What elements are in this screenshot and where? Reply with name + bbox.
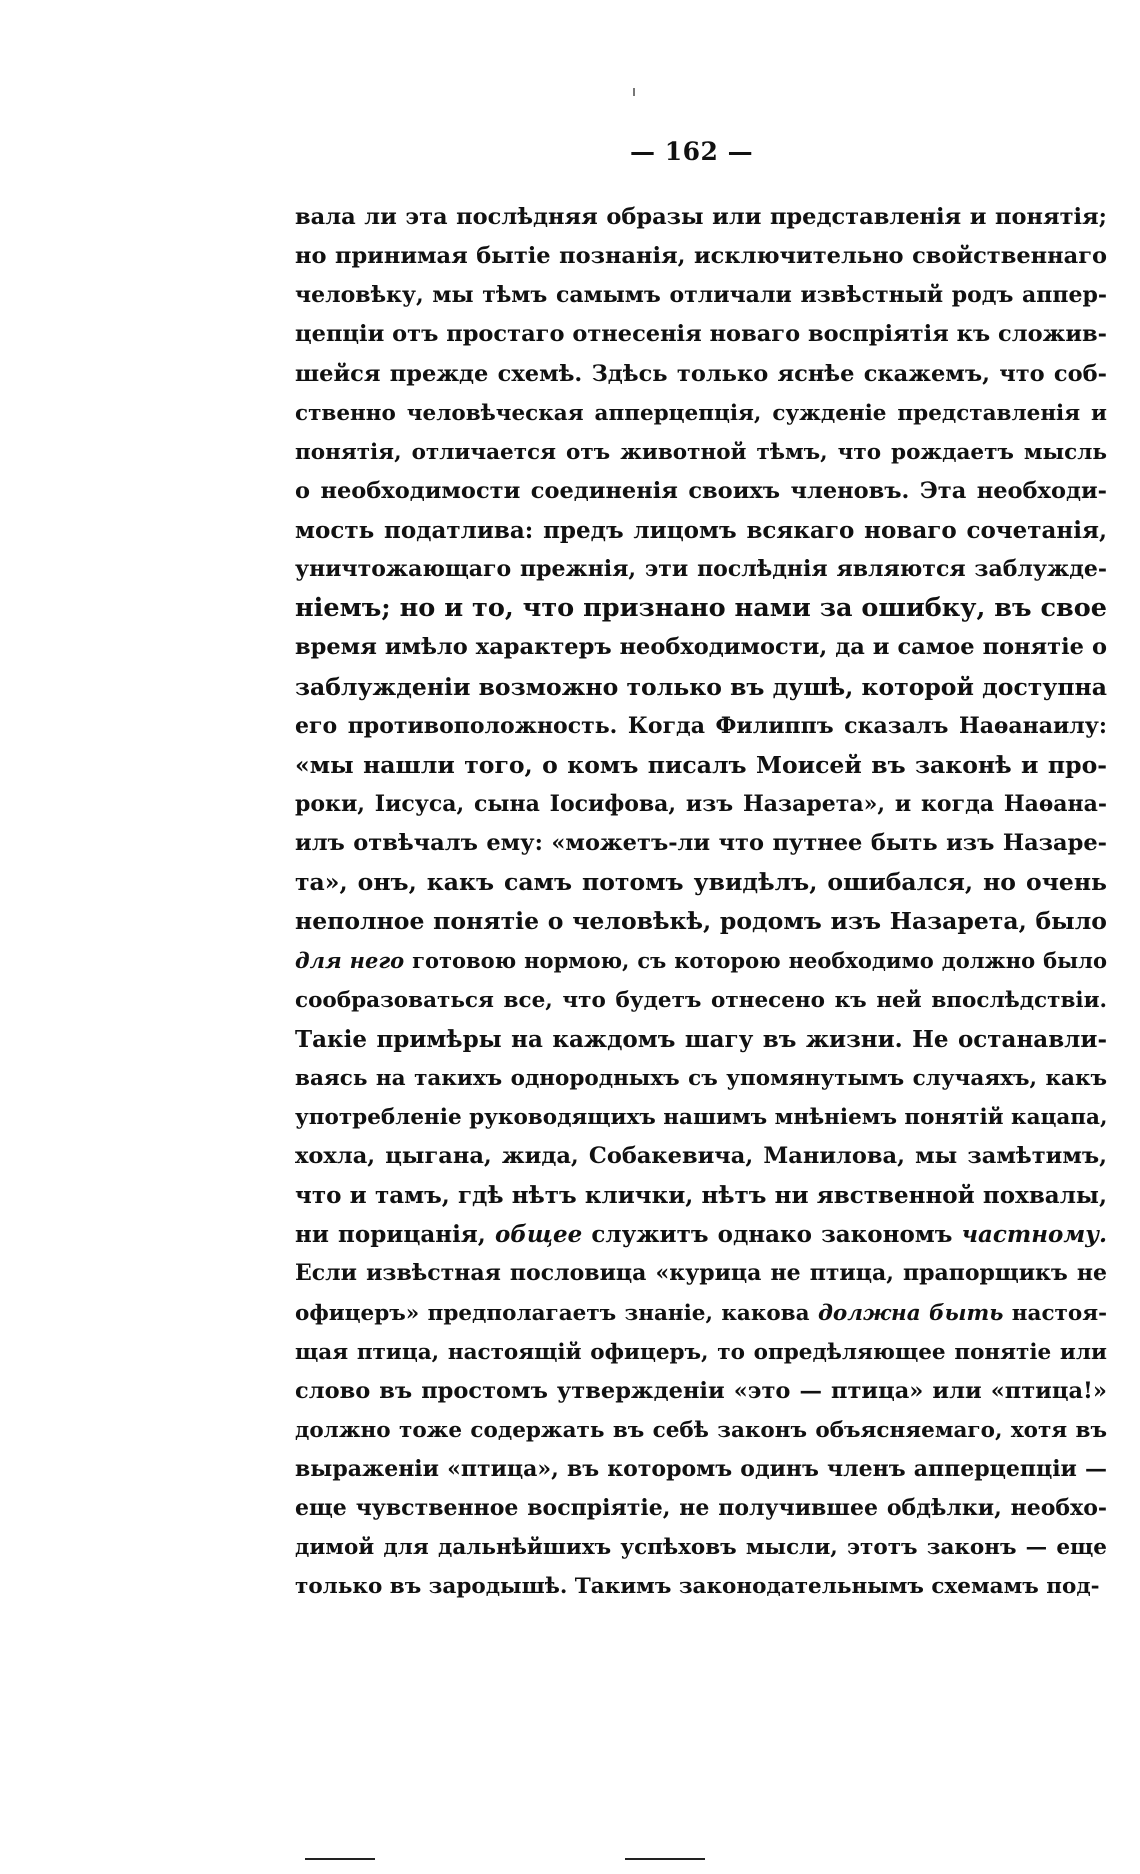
text-line xyxy=(295,1020,1107,1059)
top-margin-mark xyxy=(633,88,635,96)
text-segment: должно тоже содержать въ себѣ законъ объясняемаго, хотя въ xyxy=(295,1417,1107,1443)
text-segment: слово въ простомъ утвержденіи «это — птица» или «птица!» xyxy=(295,1377,1107,1404)
text-segment: роки, Іисуса, сына Іосифова, изъ Назарета», и когда Наѳана- xyxy=(295,790,1107,817)
text-line xyxy=(295,1528,1107,1567)
text-line xyxy=(295,315,1107,354)
text-segment: о необходимости соединенія своихъ членовъ. Эта необходи- xyxy=(295,477,1107,504)
text-segment: цепціи отъ простаго отнесенія новаго воспріятія къ сложив- xyxy=(295,321,1107,348)
text-line xyxy=(295,1098,1107,1137)
text-segment: вала ли эта послѣдняя образы или представленія и понятія; xyxy=(295,204,1107,230)
text-line xyxy=(295,824,1107,863)
text-segment: илъ отвѣчалъ ему: «можетъ-ли что путнее быть изъ Назаре- xyxy=(295,830,1107,856)
text-segment: ственно человѣческая апперцепція, сужденіе представленія и xyxy=(295,400,1107,426)
text-line xyxy=(295,863,1107,902)
text-segment: но принимая бытіе познанія, исключительно свойственнаго xyxy=(295,243,1107,270)
text-line xyxy=(295,1294,1107,1333)
text-segment: человѣку, мы тѣмъ самымъ отличали извѣстный родъ аппер- xyxy=(295,282,1107,309)
text-line xyxy=(295,1372,1107,1411)
text-segment: шейся прежде схемѣ. Здѣсь только яснѣе скажемъ, что соб- xyxy=(295,360,1107,387)
text-segment: только въ зародышѣ. Такимъ законодательнымъ схемамъ под- xyxy=(295,1574,1100,1600)
text-line xyxy=(295,1215,1107,1254)
page-number: — 162 — xyxy=(630,137,754,166)
text-line xyxy=(295,198,1107,237)
text-segment: употребленіе руководящихъ нашимъ мнѣніемъ понятій кацапа, xyxy=(295,1104,1107,1130)
italic-text: частному. xyxy=(961,1221,1107,1249)
bottom-rule-left xyxy=(305,1858,375,1860)
text-line xyxy=(295,668,1107,707)
text-line xyxy=(295,1450,1107,1489)
text-line xyxy=(295,1333,1107,1372)
text-segment: выраженіи «птица», въ которомъ одинъ членъ апперцепціи — xyxy=(295,1456,1107,1482)
text-line xyxy=(295,1137,1107,1176)
text-line xyxy=(295,902,1107,941)
italic-text: для него xyxy=(295,948,405,974)
text-line xyxy=(295,394,1107,433)
text-line xyxy=(295,1489,1107,1528)
text-line xyxy=(295,550,1107,589)
text-segment: служитъ однако закономъ xyxy=(582,1221,962,1249)
italic-text: общее xyxy=(494,1221,583,1249)
text-segment: ваясь на такихъ однородныхъ съ упомянутымъ случаяхъ, какъ xyxy=(295,1065,1107,1091)
text-segment: что и тамъ, гдѣ нѣтъ клички, нѣтъ ни явственной похвалы, xyxy=(295,1182,1107,1210)
text-line xyxy=(295,1059,1107,1098)
text-segment: неполное понятіе о человѣкѣ, родомъ изъ Назарета, было xyxy=(295,907,1107,936)
text-line xyxy=(295,746,1107,785)
italic-text: должна быть xyxy=(817,1300,1004,1326)
text-line xyxy=(295,511,1107,550)
text-segment: настоя- xyxy=(1003,1300,1107,1326)
text-segment: его противоположность. Когда Филиппъ сказалъ Наѳанаилу: xyxy=(295,712,1107,739)
text-segment: сообразоваться все, что будетъ отнесено къ ней впослѣдствіи. xyxy=(295,987,1107,1013)
text-line xyxy=(295,707,1107,746)
text-segment: понятія, отличается отъ животной тѣмъ, что рождаетъ мысль xyxy=(295,439,1107,465)
text-line xyxy=(295,1411,1107,1450)
text-line xyxy=(295,981,1107,1020)
text-segment: та», онъ, какъ самъ потомъ увидѣлъ, ошибался, но очень xyxy=(295,868,1107,897)
text-segment: мость податлива: предъ лицомъ всякаго новаго сочетанія, xyxy=(295,517,1107,544)
text-segment: уничтожающаго прежнія, эти послѣднія являются заблужде- xyxy=(295,556,1107,583)
text-line xyxy=(295,1176,1107,1215)
text-line xyxy=(295,589,1107,628)
text-line xyxy=(295,276,1107,315)
text-segment: заблужденіи возможно только въ душѣ, которой доступна xyxy=(295,672,1107,701)
text-line xyxy=(295,237,1107,276)
text-line xyxy=(295,1254,1107,1293)
text-line xyxy=(295,1567,1107,1606)
text-segment: ни порицанія, xyxy=(295,1221,495,1249)
text-line xyxy=(295,433,1107,472)
text-segment: щая птица, настоящій офицеръ, то опредѣляющее понятіе или xyxy=(295,1339,1107,1365)
text-segment: готовою нормою, съ которою необходимо должно было xyxy=(404,948,1107,974)
text-line xyxy=(295,355,1107,394)
bottom-rule-right xyxy=(625,1858,705,1860)
body-text xyxy=(295,198,1107,1607)
text-segment: еще чувственное воспріятіе, не получившее обдѣлки, необхо- xyxy=(295,1495,1107,1522)
text-line xyxy=(295,785,1107,824)
text-segment: димой для дальнѣйшихъ успѣховъ мысли, этотъ законъ — еще xyxy=(295,1535,1107,1561)
text-line xyxy=(295,628,1107,667)
text-line xyxy=(295,941,1107,980)
text-segment: время имѣло характеръ необходимости, да и самое понятіе о xyxy=(295,634,1107,661)
text-segment: офицеръ» предполагаетъ знаніе, какова xyxy=(295,1300,818,1326)
text-segment: «мы нашли того, о комъ писалъ Моисей въ законѣ и про- xyxy=(295,750,1107,779)
text-segment: Если извѣстная пословица «курица не птица, прапорщикъ не xyxy=(295,1260,1107,1287)
text-segment: ніемъ; но и то, что признано нами за ошибку, въ свое xyxy=(295,593,1107,624)
text-segment: хохла, цыгана, жида, Собакевича, Манилова, мы замѣтимъ, xyxy=(295,1143,1107,1169)
text-line xyxy=(295,472,1107,511)
text-segment: Такіе примѣры на каждомъ шагу въ жизни. Не останавли- xyxy=(295,1025,1107,1053)
